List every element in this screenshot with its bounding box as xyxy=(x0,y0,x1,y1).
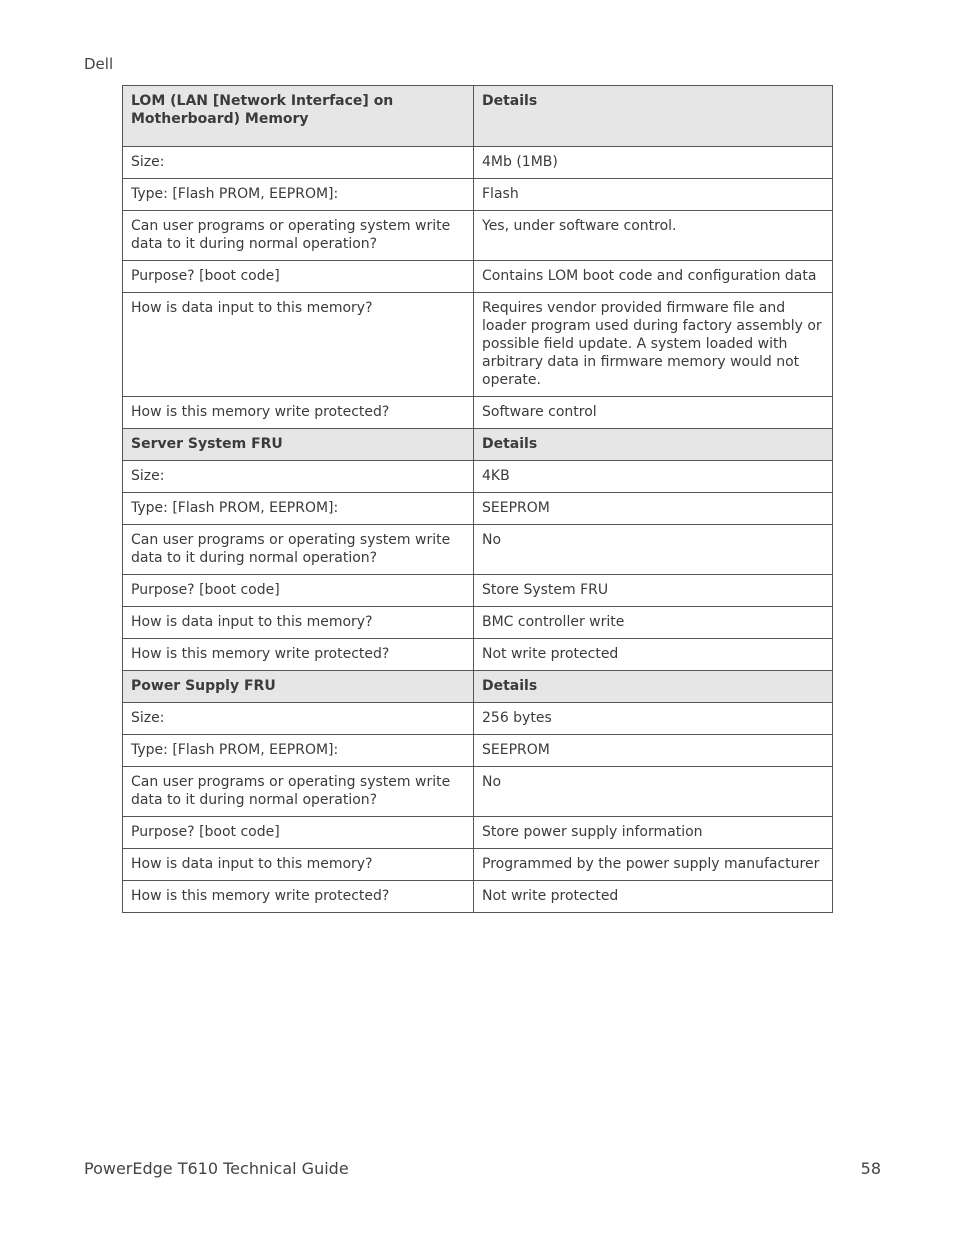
table-row xyxy=(123,211,833,261)
row-value: Not write protected xyxy=(474,881,833,913)
row-value: Requires vendor provided firmware file and loader program used during factory assembly or possible field update. A system loaded with arbitrary data in firmware memory would not operate. xyxy=(474,293,833,397)
row-value: Yes, under software control. xyxy=(474,211,833,261)
details-header: Details xyxy=(474,429,833,461)
row-label: How is this memory write protected? xyxy=(123,881,474,913)
row-value: Flash xyxy=(474,179,833,211)
table-row xyxy=(123,397,833,429)
row-label: How is data input to this memory? xyxy=(123,607,474,639)
table-row xyxy=(123,607,833,639)
section-title: Power Supply FRU xyxy=(123,671,474,703)
row-value: SEEPROM xyxy=(474,493,833,525)
table-row xyxy=(123,881,833,913)
row-label: Type: [Flash PROM, EEPROM]: xyxy=(123,493,474,525)
table-row xyxy=(123,817,833,849)
table-row xyxy=(123,147,833,179)
table-row xyxy=(123,735,833,767)
row-label: Type: [Flash PROM, EEPROM]: xyxy=(123,735,474,767)
header-company: Dell xyxy=(84,55,114,73)
row-value: Contains LOM boot code and configuration data xyxy=(474,261,833,293)
row-label: Size: xyxy=(123,147,474,179)
row-label: How is data input to this memory? xyxy=(123,293,474,397)
table-row xyxy=(123,703,833,735)
details-header: Details xyxy=(474,86,833,147)
details-header: Details xyxy=(474,671,833,703)
row-label: Purpose? [boot code] xyxy=(123,575,474,607)
row-value: BMC controller write xyxy=(474,607,833,639)
table-row xyxy=(123,461,833,493)
row-value: SEEPROM xyxy=(474,735,833,767)
row-label: How is this memory write protected? xyxy=(123,397,474,429)
section-header-row xyxy=(123,86,833,147)
section-title: Server System FRU xyxy=(123,429,474,461)
row-value: No xyxy=(474,767,833,817)
row-value: Not write protected xyxy=(474,639,833,671)
table-row xyxy=(123,293,833,397)
row-label: Purpose? [boot code] xyxy=(123,817,474,849)
table-row xyxy=(123,179,833,211)
section-title: LOM (LAN [Network Interface] on Motherboard) Memory xyxy=(123,86,474,147)
row-label: How is data input to this memory? xyxy=(123,849,474,881)
row-value: Store System FRU xyxy=(474,575,833,607)
table-row xyxy=(123,525,833,575)
row-value: 4Mb (1MB) xyxy=(474,147,833,179)
row-label: Type: [Flash PROM, EEPROM]: xyxy=(123,179,474,211)
row-value: 256 bytes xyxy=(474,703,833,735)
table-row xyxy=(123,849,833,881)
table-row xyxy=(123,261,833,293)
row-value: Software control xyxy=(474,397,833,429)
row-label: Can user programs or operating system write data to it during normal operation? xyxy=(123,525,474,575)
row-label: Size: xyxy=(123,461,474,493)
row-label: Can user programs or operating system write data to it during normal operation? xyxy=(123,211,474,261)
table-row xyxy=(123,639,833,671)
row-label: Can user programs or operating system write data to it during normal operation? xyxy=(123,767,474,817)
row-value: Programmed by the power supply manufacturer xyxy=(474,849,833,881)
memory-spec-table xyxy=(122,85,833,913)
table-row xyxy=(123,767,833,817)
row-label: How is this memory write protected? xyxy=(123,639,474,671)
table-row xyxy=(123,575,833,607)
row-label: Purpose? [boot code] xyxy=(123,261,474,293)
section-header-row xyxy=(123,671,833,703)
footer-page-number: 58 xyxy=(860,1159,881,1178)
row-value: No xyxy=(474,525,833,575)
table-row xyxy=(123,493,833,525)
row-value: 4KB xyxy=(474,461,833,493)
section-header-row xyxy=(123,429,833,461)
row-label: Size: xyxy=(123,703,474,735)
row-value: Store power supply information xyxy=(474,817,833,849)
footer-document-title: PowerEdge T610 Technical Guide xyxy=(84,1159,349,1178)
